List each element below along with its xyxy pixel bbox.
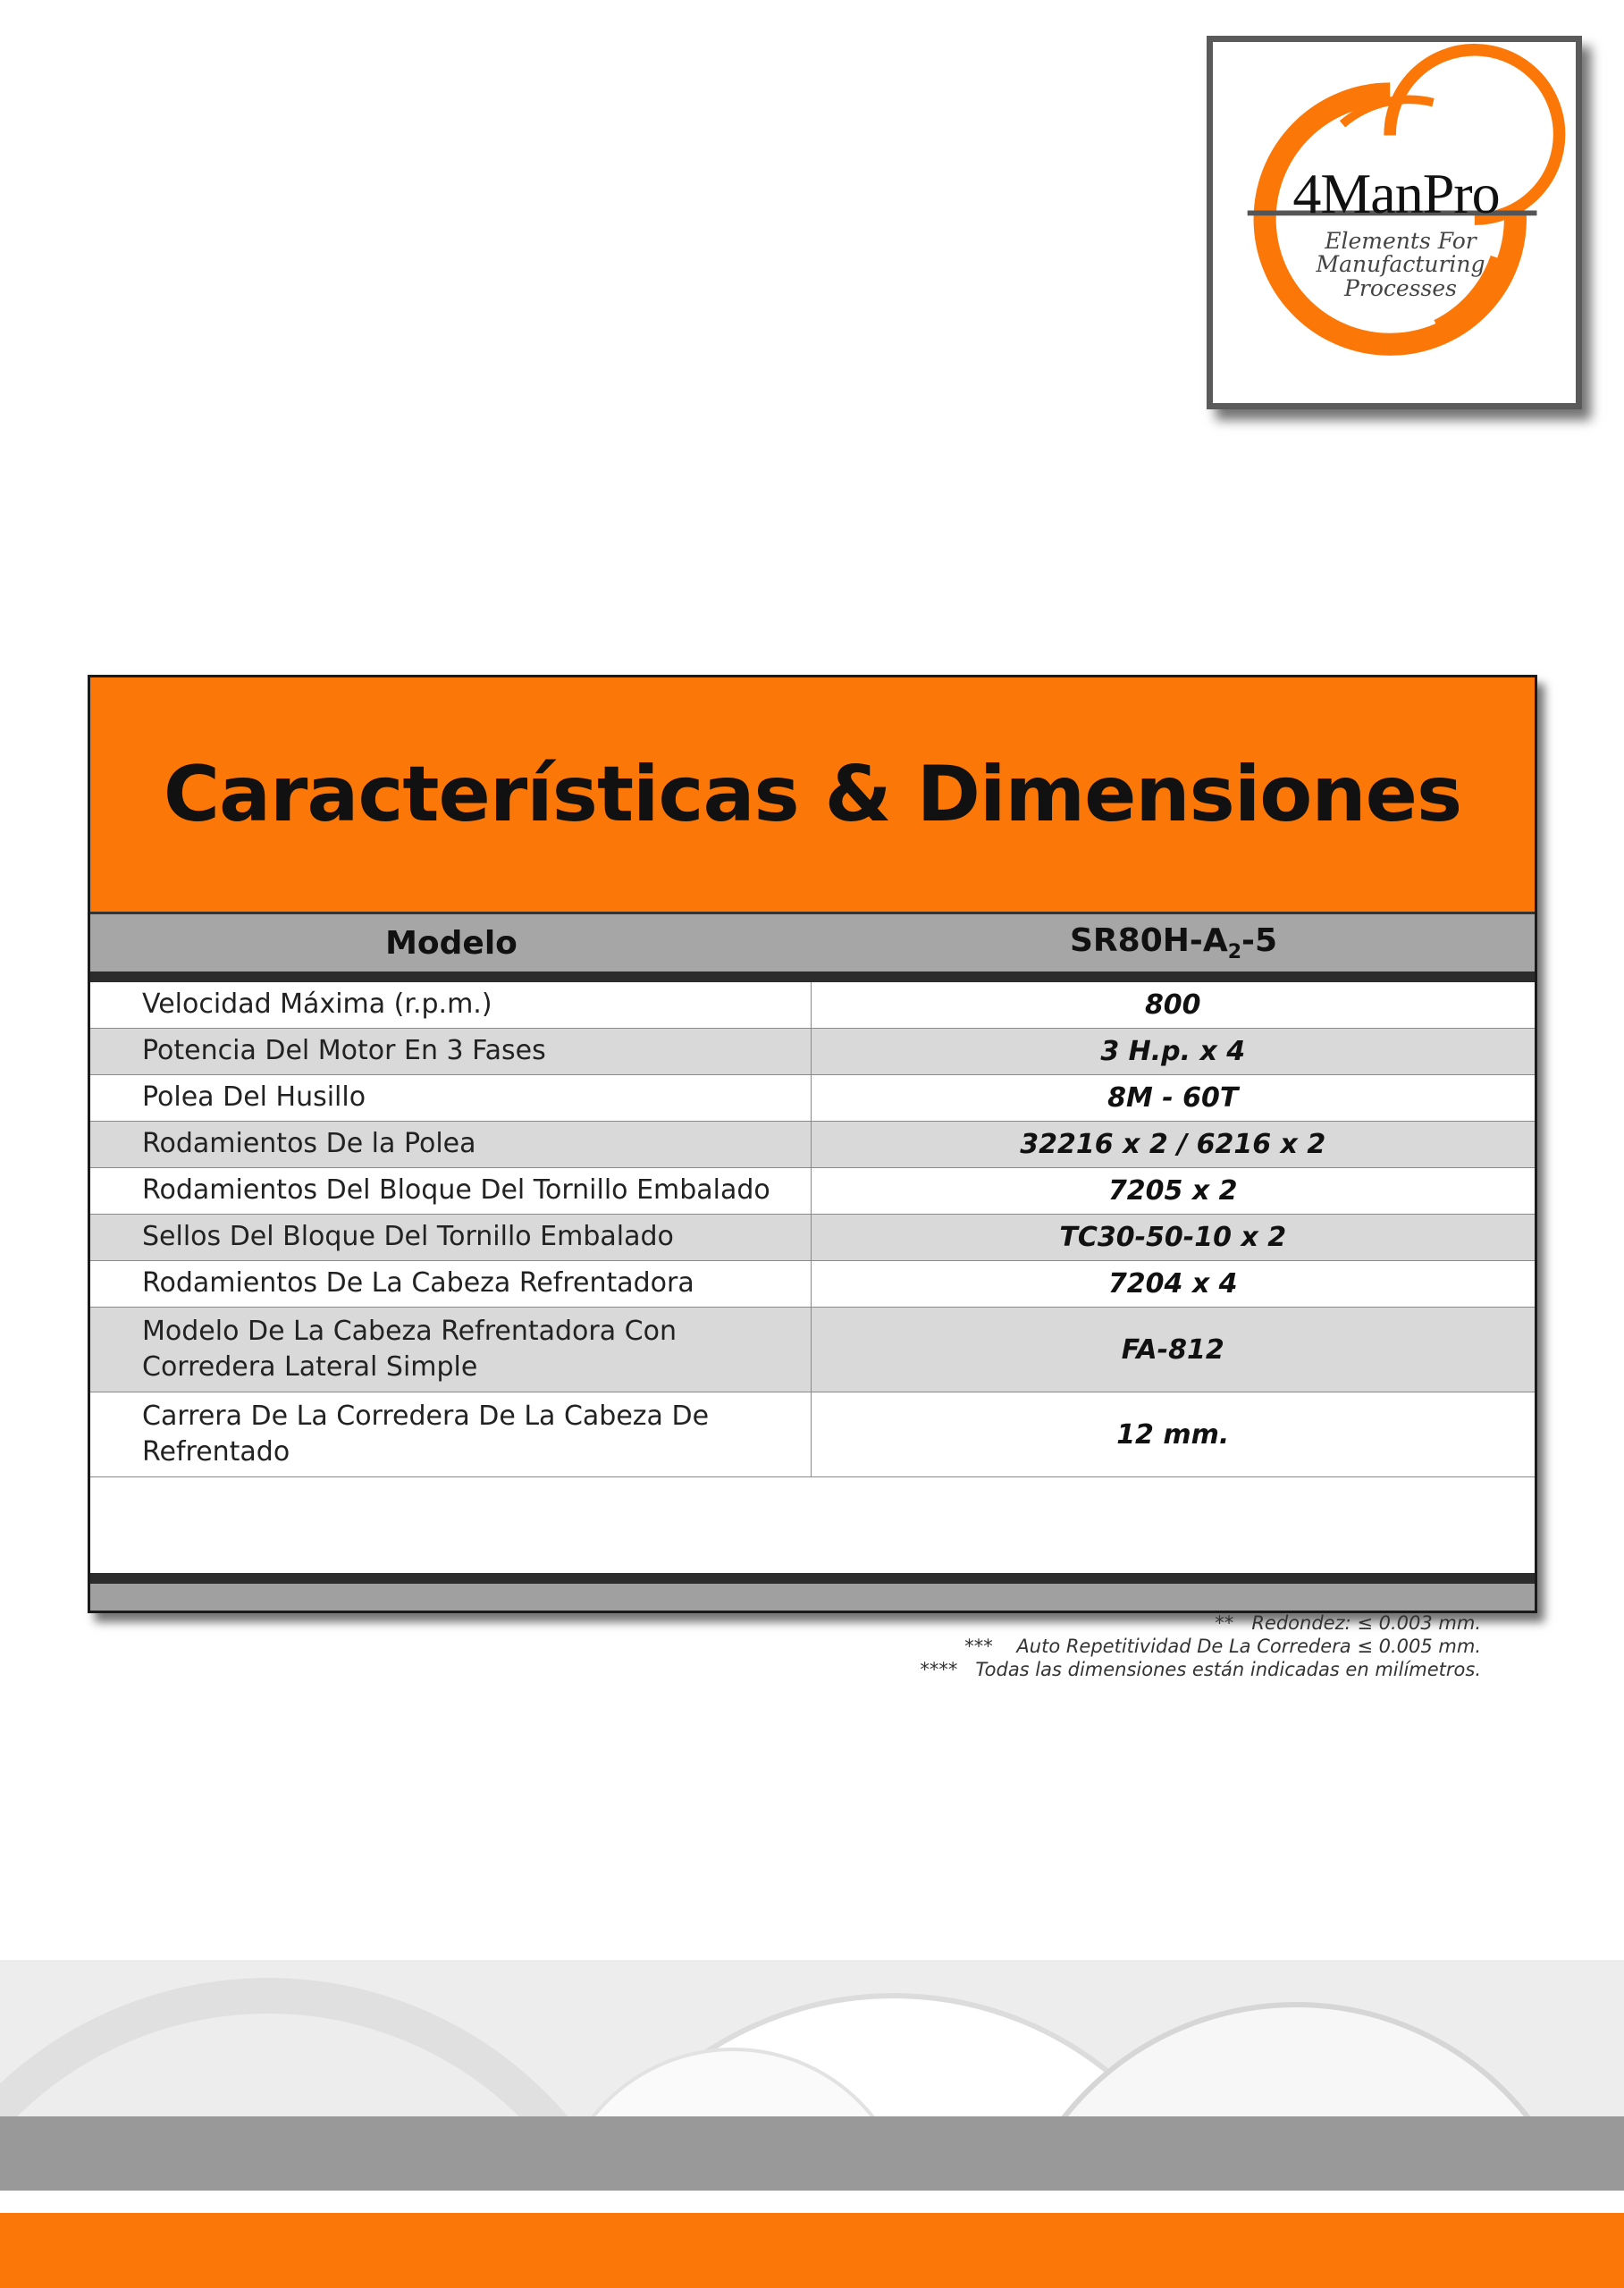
model-value-prefix: SR80H-A	[1070, 921, 1228, 959]
spec-name: Velocidad Máxima (r.p.m.)	[90, 982, 811, 1029]
table-row	[90, 1392, 1535, 1477]
logo-brand-name: 4ManPro	[1292, 162, 1500, 225]
table-row	[90, 1215, 1535, 1261]
table-row	[90, 1075, 1535, 1122]
model-value-suffix: -5	[1241, 921, 1277, 959]
spec-value: 8M - 60T	[811, 1075, 1535, 1122]
spec-value: 12 mm.	[811, 1392, 1535, 1477]
notes-section	[90, 1584, 1535, 1680]
spec-value: FA-812	[811, 1308, 1535, 1392]
note-line: ** Redondez: ≤ 0.003 mm.	[1215, 1612, 1481, 1634]
company-logo	[1207, 36, 1582, 409]
footer-pattern	[0, 1960, 1624, 2116]
model-label: Modelo	[385, 924, 517, 962]
note-line: *** Auto Repetitividad De La Corredera ≤ 0.005 mm.	[964, 1636, 1481, 1657]
note-line: **** Todas las dimensiones están indicadas en milímetros.	[920, 1659, 1481, 1680]
table-row	[90, 1168, 1535, 1215]
spec-value: 32216 x 2 / 6216 x 2	[811, 1122, 1535, 1168]
spec-name: Modelo De La Cabeza Refrentadora Con Corredera Lateral Simple	[90, 1308, 811, 1392]
model-value	[812, 922, 1535, 963]
spec-name: Carrera De La Corredera De La Cabeza De Refrentado	[90, 1392, 811, 1477]
table-row	[90, 1261, 1535, 1308]
spec-name: Rodamientos Del Bloque Del Tornillo Embalado	[90, 1168, 811, 1215]
card-header	[90, 677, 1535, 914]
table-row	[90, 1122, 1535, 1168]
table-row	[90, 1029, 1535, 1075]
footer-circles-graphic	[0, 1960, 1624, 2116]
logo-tagline-line1: Elements For	[1325, 228, 1477, 254]
spec-value: 7205 x 2	[811, 1168, 1535, 1215]
spec-name: Potencia Del Motor En 3 Fases	[90, 1029, 811, 1075]
table-row	[90, 1308, 1535, 1392]
spec-name: Rodamientos De la Polea	[90, 1122, 811, 1168]
card-title: Características & Dimensiones	[163, 750, 1462, 839]
model-value-subscript: 2	[1227, 941, 1241, 964]
logo-tagline-line2: Manufacturing Processes	[1316, 251, 1485, 301]
footer-orange-band	[0, 2213, 1624, 2288]
divider-bar	[90, 972, 1535, 982]
spec-name: Polea Del Husillo	[90, 1075, 811, 1122]
specifications-card	[88, 675, 1537, 1680]
logo-tagline	[1266, 230, 1535, 300]
table-row	[90, 982, 1535, 1029]
divider-bar	[90, 1573, 1535, 1584]
spec-value: 800	[811, 982, 1535, 1029]
model-row	[90, 914, 1535, 972]
spec-value: 7204 x 4	[811, 1261, 1535, 1308]
specs-table	[90, 982, 1535, 1477]
spec-value: TC30-50-10 x 2	[811, 1215, 1535, 1261]
spec-name: Sellos Del Bloque Del Tornillo Embalado	[90, 1215, 811, 1261]
spec-name: Rodamientos De La Cabeza Refrentadora	[90, 1261, 811, 1308]
spec-value: 3 H.p. x 4	[811, 1029, 1535, 1075]
footer-gray-band	[0, 2116, 1624, 2191]
